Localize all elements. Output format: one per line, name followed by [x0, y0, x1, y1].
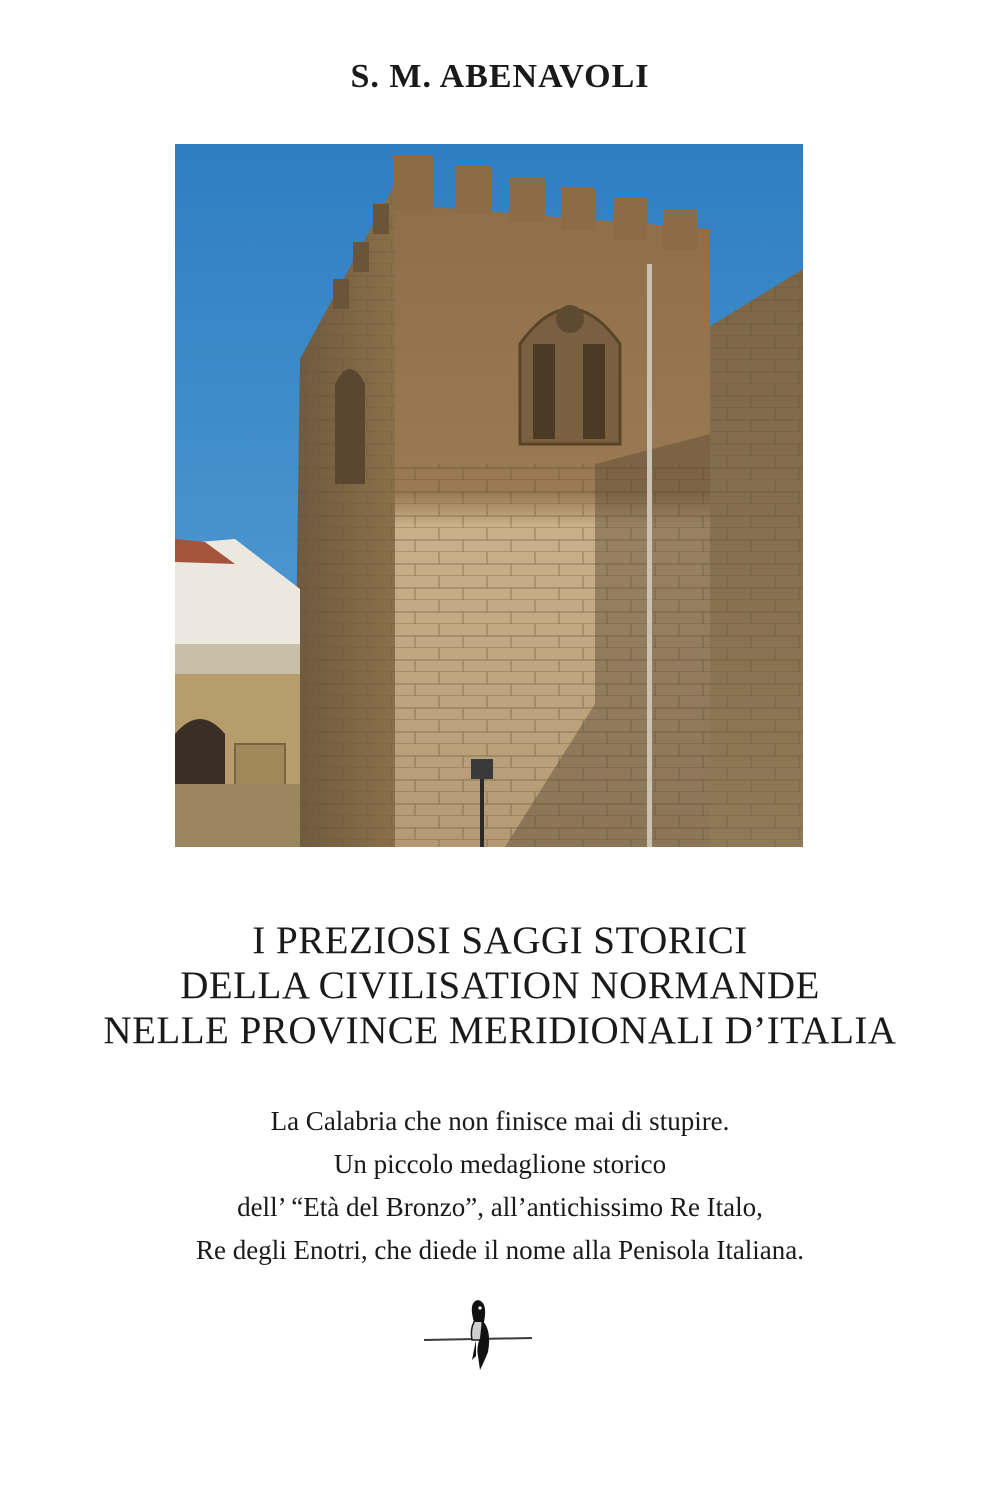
book-subtitle — [0, 1100, 1000, 1272]
title-line: NELLE PROVINCE MERIDIONALI D’ITALIA — [103, 1009, 897, 1052]
subtitle-line: Un piccolo medaglione storico — [333, 1149, 667, 1179]
cover-photo — [175, 144, 803, 847]
author-name: S. M. ABENAVOLI — [350, 58, 650, 95]
swallow-on-branch-icon — [422, 1300, 534, 1372]
title-line: I PREZIOSI SAGGI STORICI — [252, 919, 748, 962]
title-line: DELLA CIVILISATION NORMANDE — [180, 964, 820, 1007]
subtitle-line: Re degli Enotri, che diede il nome alla Penisola Italiana. — [195, 1235, 805, 1265]
subtitle-line: La Calabria che non finisce mai di stupire. — [270, 1106, 730, 1136]
book-title — [0, 918, 1000, 1053]
subtitle-line: dell’ “Età del Bronzo”, all’antichissimo Re Italo, — [237, 1192, 763, 1222]
